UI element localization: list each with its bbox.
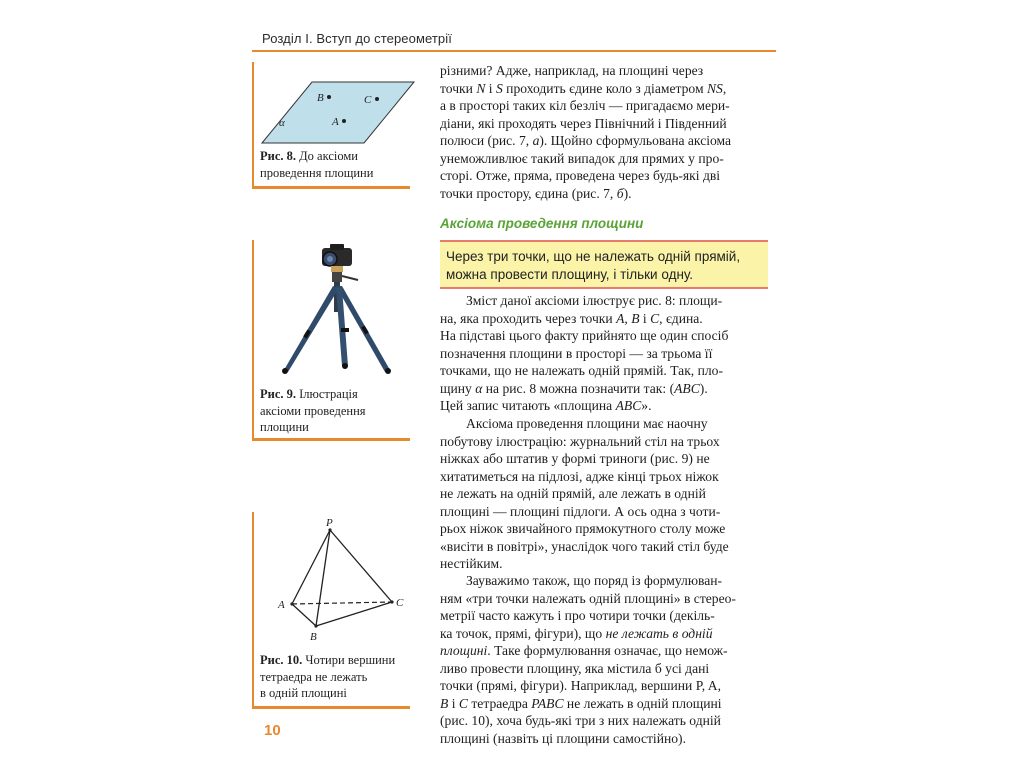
point-a — [342, 119, 346, 123]
plane-figure — [260, 76, 416, 148]
vertex-p: P — [326, 517, 333, 529]
axiom-statement: Через три точки, що не належать одній прямій, можна провести площину, і тільки одну. — [446, 249, 741, 282]
vertex-b: B — [310, 631, 317, 643]
plane-alpha — [262, 82, 414, 143]
paragraph-3: Аксіома проведення площини має наочну побутову ілюстрацію: журнальний стіл на трьох ніжках або штатив у формі триноги (рис. 9) не хитатиметься на підлозі, адже кінці трьох ніжок не лежать на одній прямій, але лежать в одній площині — площині підлоги. А ось одна з чоти- рьох ніжок звичайного прямокутного столу може «висіти в повітрі», унаслідок чого такий стіл буде нестійким. — [440, 416, 729, 571]
figure-10-caption: Рис. 10. Чотири вершини тетраедра не лежать в одній площині — [260, 653, 396, 700]
paragraph-2: Зміст даної аксіоми ілюструє рис. 8: площи- на, яка проходить через точки A, B і C, єдина. На підставі цього факту прийнято ще один спосіб позначення площини в просторі — за трьома її точками, що не належать одній прямій. Так, пло- щину α на рис. 8 можна позначити так: (ABC). Цей запис читають «площина ABC». — [440, 293, 729, 413]
tripod-leg-left — [284, 286, 339, 372]
section-heading: Аксіома проведення площини — [440, 216, 644, 231]
page-number: 10 — [264, 722, 281, 739]
figure-10-box — [252, 512, 410, 709]
paragraph-4: Зауважимо також, що поряд із формулюван- ням «три точки належать одній площині» в стерео- метрії часто кажуть і про чотири точки (декіль- ка точок, прямі, фігури), що не лежать в одній площині. Таке формулювання означає, що немож- ливо провести площину, яка містила б усі дані точки (прямі, фігури). Наприклад, вершини P, A, B і C тетраедра PABC не лежать в одній площині (рис. 10), хоча будь-які три з них належать одній площині (назвіть ці площини самостійно). — [440, 573, 736, 746]
tripod-image — [260, 242, 410, 382]
figure-8-caption: Рис. 8. До аксіоми проведення площини — [260, 149, 374, 180]
figure-9-caption: Рис. 9. Ілюстрація аксіоми проведення площини — [260, 387, 366, 434]
label-a: A — [332, 116, 339, 128]
header-rule — [252, 50, 776, 52]
tetrahedron-figure — [264, 516, 420, 650]
axiom-box — [440, 240, 768, 289]
label-c: C — [364, 94, 372, 106]
paragraph-1: різними? Адже, наприклад, на площині через точки N і S проходить єдине коло з діаметром NS, а в просторі таких кіл безліч — пригадаємо мери- діани, які проходять через Північний і Південний полюси (рис. 7, а). Щойно сформульована аксіома унеможливлює такий випадок для прямих у про- сторі. Отже, пряма, проведена через будь-які дві точки простору, єдина (рис. 7, б). — [440, 63, 732, 201]
figure-8-box — [252, 62, 410, 189]
vertex-a: A — [278, 599, 285, 611]
label-b: B — [317, 92, 324, 104]
point-b — [327, 95, 331, 99]
vertex-c: C — [396, 597, 404, 609]
label-alpha: α — [279, 117, 285, 129]
chapter-title: Розділ І. Вступ до стереометрії — [262, 31, 452, 46]
point-c — [375, 97, 379, 101]
figure-9-box — [252, 240, 410, 441]
